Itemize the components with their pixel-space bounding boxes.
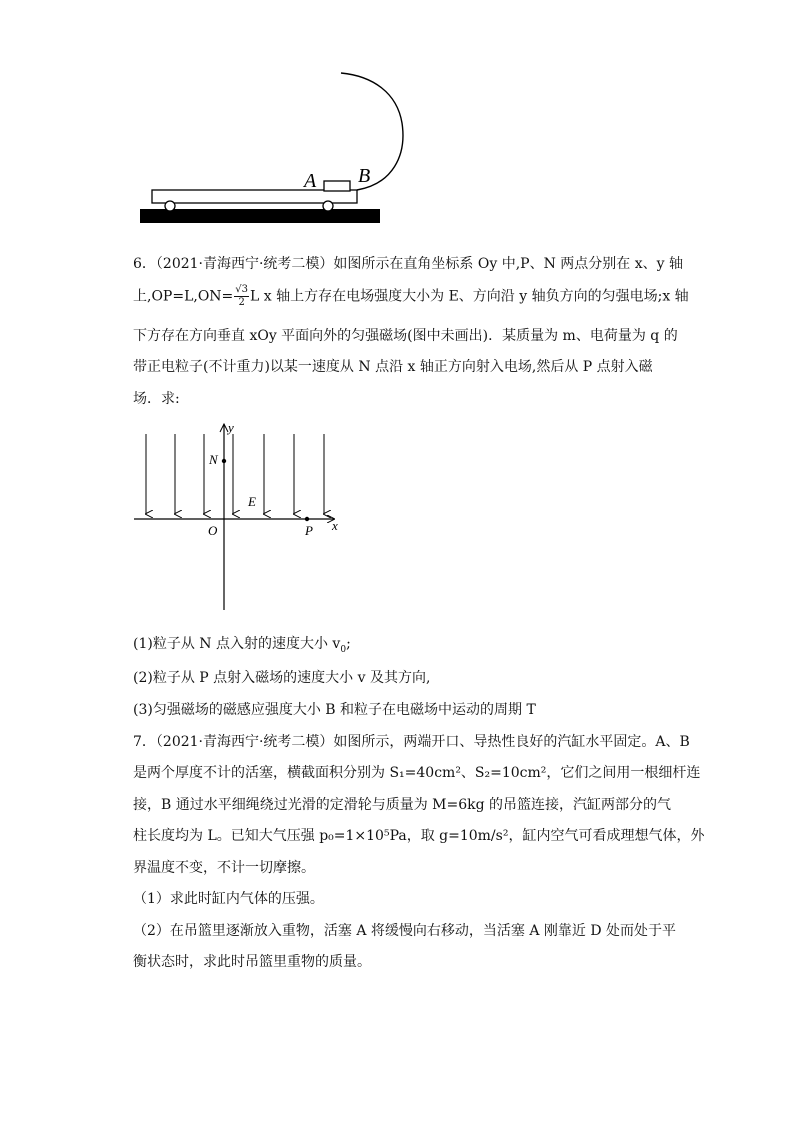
q6-sub-1-end: ; [346,636,351,652]
q7-sub-2-line-2: 衡状态时，求此时吊篮里重物的质量。 [133,954,371,970]
q6-line-2-post: L x 轴上方存在电场强度大小为 E、方向沿 y 轴负方向的匀强电场;x 轴 [250,288,689,305]
q7-line-5: 界温度不变，不计一切摩擦。 [133,860,315,876]
q6-sub-1 [133,634,351,660]
cart-wheel-right [323,201,333,211]
q7-line-4: 柱长度均为 L。已知大气压强 p₀=1×10⁵Pa，取 g=10m/s²，缸内空气可看成理想气体，外 [133,828,705,844]
figure-cart-track [130,66,420,231]
q6-line-5: 场．求: [133,391,180,407]
label-x: x [332,518,338,533]
q6-line-2 [133,284,689,309]
label-o: O [208,523,218,538]
q6-line-2-pre: 上,OP=L,ON= [133,288,234,305]
q7-line-2: 是两个厚度不计的活塞，横截面积分别为 S₁=40cm²、S₂=10cm²，它们之间用一根细杆连 [133,765,701,781]
label-e: E [248,494,256,509]
point-n [222,459,226,463]
label-n: N [209,452,218,467]
q6-sub-3: (3)匀强磁场的磁感应强度大小 B 和粒子在电磁场中运动的周期 T [133,702,536,718]
field-lines [146,434,324,514]
q6-sub-2: (2)粒子从 P 点射入磁场的速度大小 v 及其方向, [133,670,431,686]
q7-line-3: 接，B 通过水平细绳绕过光滑的定滑轮与质量为 M=6kg 的吊篮连接，汽缸两部分的气 [133,797,672,813]
q7-line-1: 7．（2021·青海西宁·统考二模）如图所示，两端开口、导热性良好的汽缸水平固定。A、B [133,734,690,750]
label-y: y [228,420,234,435]
q7-sub-2-line-1: （2）在吊篮里逐渐放入重物，活塞 A 将缓慢向右移动，当活塞 A 刚靠近 D 处而处于平 [133,923,677,939]
q6-line-3: 下方存在方向垂直 xOy 平面向外的匀强磁场(图中未画出)．某质量为 m、电荷量为 q 的 [133,328,678,344]
fraction-numerator: √3 [235,284,249,295]
point-p [305,517,309,521]
fraction-denominator: 2 [238,297,245,308]
q6-sub-1-subscript: 0 [340,644,347,655]
cart-wheel-left [165,201,175,211]
label-p: P [305,523,313,538]
q7-sub-1: （1）求此时缸内气体的压强。 [133,891,324,907]
q6-line-1: 6．（2021·青海西宁·统考二模）如图所示在直角坐标系 Oy 中,P、N 两点分别在 x、y 轴 [133,256,683,272]
label-b: B [358,165,371,187]
ground-block [140,209,380,223]
semicircular-track [341,73,403,190]
label-a: A [304,170,317,192]
block-on-cart [324,181,350,191]
fraction-sqrt3-over-2 [234,284,249,309]
figure-field-axes [128,418,353,614]
q6-sub-1-text: (1)粒子从 N 点入射的速度大小 v [133,636,341,652]
q6-line-4: 带正电粒子(不计重力)以某一速度从 N 点沿 x 轴正方向射入电场,然后从 P 点射入磁 [133,359,653,375]
